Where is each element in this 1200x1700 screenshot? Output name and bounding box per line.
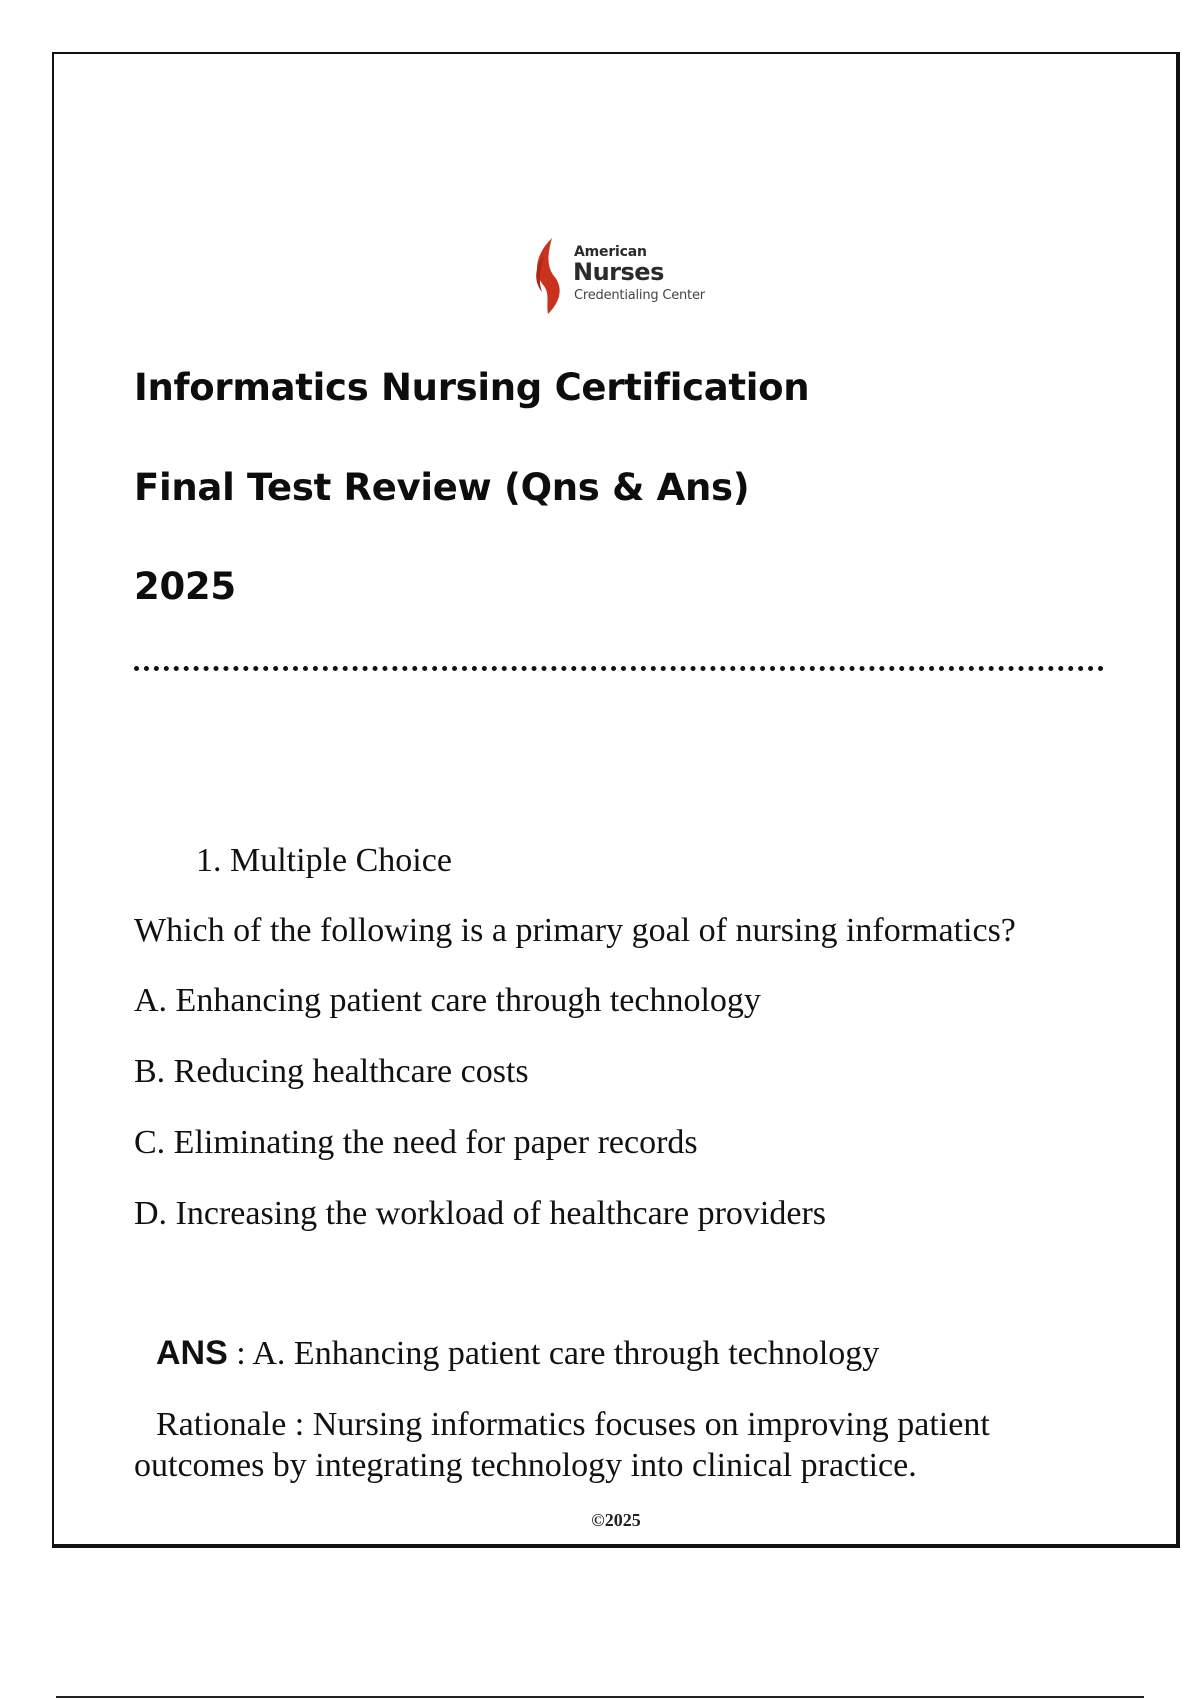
answer-text: : A. Enhancing patient care through technology [227,1335,880,1372]
logo-line-3: Credentialing Center [574,288,705,303]
dotted-divider [134,666,1104,671]
option-c: C. Eliminating the need for paper records [134,1124,698,1161]
answer [156,1334,879,1373]
question-type: 1. Multiple Choice [196,842,452,879]
document-year: 2025 [134,565,236,608]
rationale-label: Rationale [156,1406,287,1443]
option-a: A. Enhancing patient care through technology [134,982,761,1019]
option-b: B. Reducing healthcare costs [134,1053,529,1090]
bottom-rule [56,1696,1144,1698]
flame-icon [530,236,570,316]
option-d: D. Increasing the workload of healthcare providers [134,1195,827,1232]
document-subtitle: Final Test Review (Qns & Ans) [134,466,750,509]
logo-line-2: Nurses [573,258,664,286]
copyright: ©2025 [591,1510,641,1530]
logo-line-1: American [574,244,647,260]
answer-label: ANS [156,1334,228,1372]
rationale [134,1404,1094,1486]
document-title: Informatics Nursing Certification [134,366,810,409]
rationale-text: : Nursing informatics focuses on improving patient outcomes by integrating technology into clinical practice. [134,1406,990,1484]
question-stem: Which of the following is a primary goal of nursing informatics? [134,912,1016,949]
logo [530,232,730,316]
